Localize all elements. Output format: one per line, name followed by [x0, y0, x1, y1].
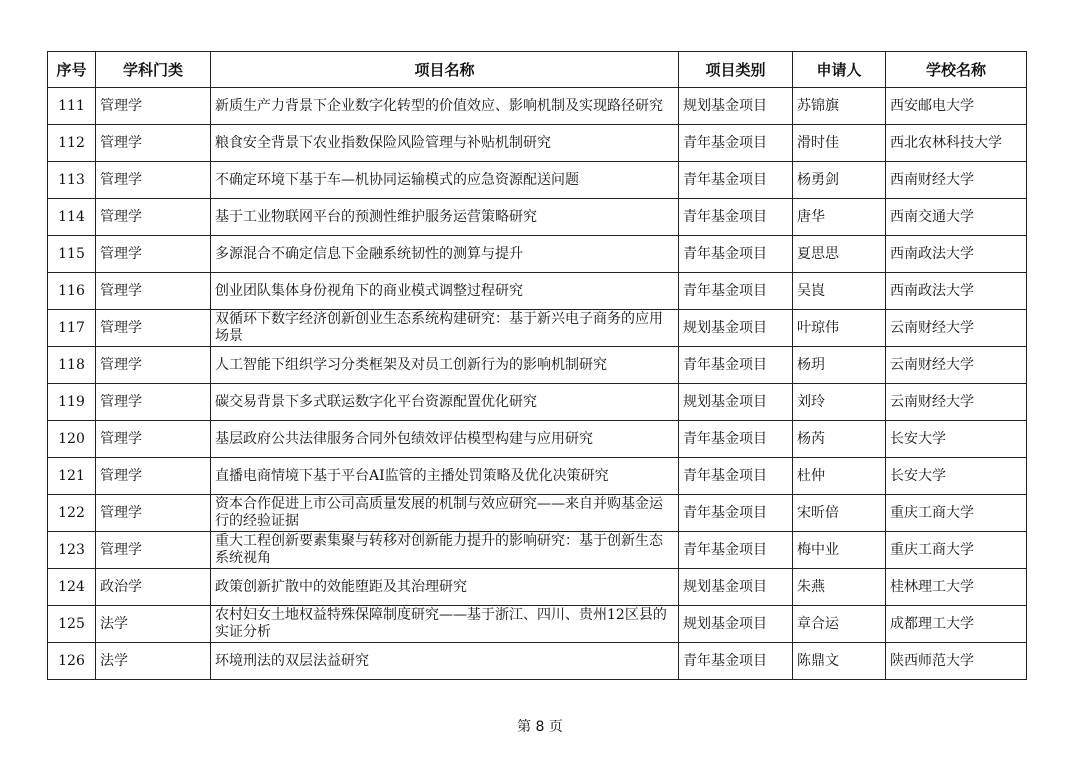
cell-school: 西南政法大学: [886, 236, 1027, 273]
table-row: [48, 162, 1027, 199]
cell-school: 陕西师范大学: [886, 643, 1027, 680]
cell-school: 云南财经大学: [886, 384, 1027, 421]
cell-project-category: 青年基金项目: [679, 643, 793, 680]
cell-school: 西南政法大学: [886, 273, 1027, 310]
cell-applicant: 吴崀: [793, 273, 886, 310]
cell-index: 125: [48, 606, 96, 643]
table-row: [48, 532, 1027, 569]
table-row: [48, 273, 1027, 310]
cell-project-title: 直播电商情境下基于平台AI监管的主播处罚策略及优化决策研究: [211, 458, 679, 495]
cell-project-category: 规划基金项目: [679, 384, 793, 421]
cell-school: 成都理工大学: [886, 606, 1027, 643]
cell-project-category: 规划基金项目: [679, 569, 793, 606]
cell-school: 西南交通大学: [886, 199, 1027, 236]
header-discipline: 学科门类: [96, 52, 211, 88]
cell-project-category: 青年基金项目: [679, 125, 793, 162]
cell-project-title: 重大工程创新要素集聚与转移对创新能力提升的影响研究：基于创新生态系统视角: [211, 532, 679, 569]
cell-index: 111: [48, 88, 96, 125]
cell-index: 120: [48, 421, 96, 458]
cell-project-category: 青年基金项目: [679, 495, 793, 532]
cell-project-title: 不确定环境下基于车—机协同运输模式的应急资源配送问题: [211, 162, 679, 199]
cell-discipline: 管理学: [96, 495, 211, 532]
table-row: [48, 421, 1027, 458]
cell-index: 124: [48, 569, 96, 606]
cell-school: 云南财经大学: [886, 347, 1027, 384]
cell-applicant: 杨玥: [793, 347, 886, 384]
cell-applicant: 叶琼伟: [793, 310, 886, 347]
page-number: 第 8 页: [517, 719, 563, 735]
cell-discipline: 法学: [96, 643, 211, 680]
cell-school: 长安大学: [886, 421, 1027, 458]
cell-index: 117: [48, 310, 96, 347]
cell-discipline: 管理学: [96, 273, 211, 310]
cell-project-title: 多源混合不确定信息下金融系统韧性的测算与提升: [211, 236, 679, 273]
table-row: [48, 569, 1027, 606]
cell-project-title: 政策创新扩散中的效能堕距及其治理研究: [211, 569, 679, 606]
header-project-title: 项目名称: [211, 52, 679, 88]
cell-project-title: 资本合作促进上市公司高质量发展的机制与效应研究——来自并购基金运行的经验证据: [211, 495, 679, 532]
cell-discipline: 管理学: [96, 88, 211, 125]
cell-applicant: 唐华: [793, 199, 886, 236]
cell-index: 114: [48, 199, 96, 236]
cell-school: 云南财经大学: [886, 310, 1027, 347]
cell-discipline: 法学: [96, 606, 211, 643]
table-row: [48, 199, 1027, 236]
table-row: [48, 458, 1027, 495]
table-body: [48, 88, 1027, 680]
cell-index: 115: [48, 236, 96, 273]
cell-discipline: 管理学: [96, 310, 211, 347]
cell-applicant: 杨勇剑: [793, 162, 886, 199]
cell-project-category: 青年基金项目: [679, 236, 793, 273]
cell-project-title: 碳交易背景下多式联运数字化平台资源配置优化研究: [211, 384, 679, 421]
cell-project-category: 青年基金项目: [679, 347, 793, 384]
table-row: [48, 384, 1027, 421]
cell-index: 112: [48, 125, 96, 162]
cell-index: 126: [48, 643, 96, 680]
cell-applicant: 苏锦旗: [793, 88, 886, 125]
cell-discipline: 管理学: [96, 236, 211, 273]
project-table: [47, 51, 1027, 680]
cell-project-title: 新质生产力背景下企业数字化转型的价值效应、影响机制及实现路径研究: [211, 88, 679, 125]
cell-project-title: 人工智能下组织学习分类框架及对员工创新行为的影响机制研究: [211, 347, 679, 384]
header-school: 学校名称: [886, 52, 1027, 88]
cell-project-category: 青年基金项目: [679, 458, 793, 495]
cell-applicant: 夏思思: [793, 236, 886, 273]
cell-school: 桂林理工大学: [886, 569, 1027, 606]
cell-project-category: 规划基金项目: [679, 310, 793, 347]
table-row: [48, 643, 1027, 680]
table-header-row: [48, 52, 1027, 88]
cell-applicant: 滑时佳: [793, 125, 886, 162]
table-row: [48, 310, 1027, 347]
cell-project-title: 农村妇女土地权益特殊保障制度研究——基于浙江、四川、贵州12区县的实证分析: [211, 606, 679, 643]
cell-discipline: 管理学: [96, 347, 211, 384]
cell-index: 119: [48, 384, 96, 421]
cell-discipline: 管理学: [96, 458, 211, 495]
table-row: [48, 606, 1027, 643]
cell-project-category: 青年基金项目: [679, 532, 793, 569]
cell-school: 西北农林科技大学: [886, 125, 1027, 162]
cell-school: 重庆工商大学: [886, 495, 1027, 532]
cell-discipline: 政治学: [96, 569, 211, 606]
cell-discipline: 管理学: [96, 162, 211, 199]
cell-school: 西安邮电大学: [886, 88, 1027, 125]
header-project-category: 项目类别: [679, 52, 793, 88]
cell-index: 123: [48, 532, 96, 569]
cell-index: 118: [48, 347, 96, 384]
cell-project-title: 创业团队集体身份视角下的商业模式调整过程研究: [211, 273, 679, 310]
cell-applicant: 梅中业: [793, 532, 886, 569]
cell-applicant: 朱燕: [793, 569, 886, 606]
cell-applicant: 章合运: [793, 606, 886, 643]
header-index: 序号: [48, 52, 96, 88]
cell-applicant: 陈鼎文: [793, 643, 886, 680]
cell-applicant: 宋昕倍: [793, 495, 886, 532]
cell-project-category: 规划基金项目: [679, 88, 793, 125]
cell-index: 121: [48, 458, 96, 495]
cell-discipline: 管理学: [96, 199, 211, 236]
cell-applicant: 杨芮: [793, 421, 886, 458]
cell-project-title: 基于工业物联网平台的预测性维护服务运营策略研究: [211, 199, 679, 236]
cell-discipline: 管理学: [96, 421, 211, 458]
cell-project-category: 青年基金项目: [679, 273, 793, 310]
cell-project-title: 环境刑法的双层法益研究: [211, 643, 679, 680]
cell-discipline: 管理学: [96, 532, 211, 569]
cell-project-category: 青年基金项目: [679, 199, 793, 236]
cell-school: 长安大学: [886, 458, 1027, 495]
cell-school: 重庆工商大学: [886, 532, 1027, 569]
cell-index: 113: [48, 162, 96, 199]
cell-index: 116: [48, 273, 96, 310]
cell-project-title: 基层政府公共法律服务合同外包绩效评估模型构建与应用研究: [211, 421, 679, 458]
cell-project-title: 粮食安全背景下农业指数保险风险管理与补贴机制研究: [211, 125, 679, 162]
cell-school: 西南财经大学: [886, 162, 1027, 199]
cell-project-category: 青年基金项目: [679, 421, 793, 458]
cell-applicant: 杜仲: [793, 458, 886, 495]
header-applicant: 申请人: [793, 52, 886, 88]
cell-project-category: 规划基金项目: [679, 606, 793, 643]
table-row: [48, 495, 1027, 532]
cell-project-title: 双循环下数字经济创新创业生态系统构建研究：基于新兴电子商务的应用场景: [211, 310, 679, 347]
cell-project-category: 青年基金项目: [679, 162, 793, 199]
cell-applicant: 刘玲: [793, 384, 886, 421]
table-row: [48, 347, 1027, 384]
table-row: [48, 88, 1027, 125]
table-row: [48, 125, 1027, 162]
cell-discipline: 管理学: [96, 125, 211, 162]
table-row: [48, 236, 1027, 273]
cell-index: 122: [48, 495, 96, 532]
cell-discipline: 管理学: [96, 384, 211, 421]
